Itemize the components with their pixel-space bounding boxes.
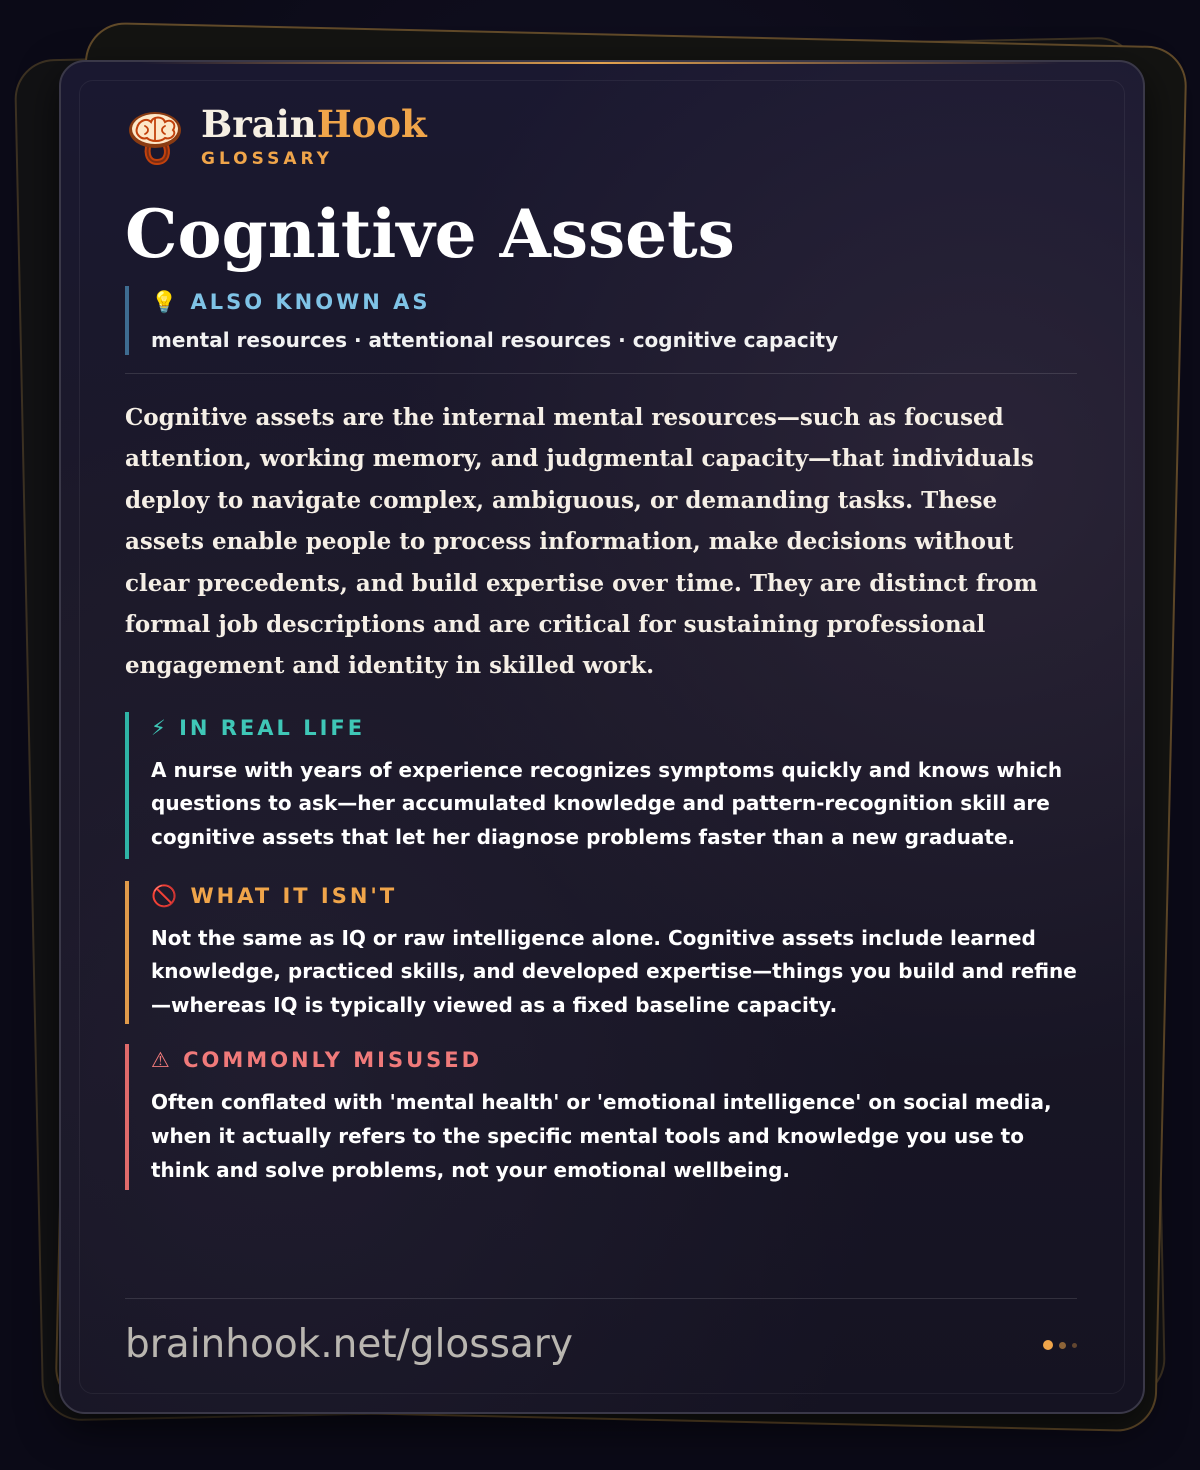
in-real-life-label-text: IN REAL LIFE — [179, 715, 366, 740]
brain-hook-logo-icon — [125, 106, 185, 166]
in-real-life-text: A nurse with years of experience recognizes symptoms quickly and knows which questions to ask—her accumulated knowledge and pattern-recognition skill are cognitive assets that let her diagnose problems faster than a new graduate. — [151, 757, 1063, 850]
in-real-life-label — [151, 714, 1077, 742]
commonly-misused-label-text: COMMONLY MISUSED — [183, 1048, 483, 1073]
brand-name-part1: Brain — [201, 102, 317, 146]
in-real-life-callout — [125, 712, 1077, 859]
card-accent-line — [141, 62, 1061, 64]
dot-indicator — [1072, 1343, 1077, 1348]
lightbulb-icon: 💡 — [151, 290, 181, 314]
footer-divider — [125, 1298, 1077, 1299]
pagination-dots — [1043, 1340, 1077, 1350]
what-it-isnt-callout — [125, 881, 1077, 1025]
dot-indicator-active — [1043, 1340, 1053, 1350]
also-known-as-section — [125, 286, 1077, 355]
footer-row — [125, 1319, 1077, 1371]
lightning-icon: ⚡ — [151, 715, 169, 740]
brand-header — [125, 100, 1077, 172]
also-known-as-label-text: ALSO KNOWN AS — [190, 290, 431, 314]
commonly-misused-text: Often conflated with 'mental health' or 'emotional intelligence' on social media, when it actually refers to the specific mental tools and knowledge you use to think and solve problems, not your emotional wellbeing. — [151, 1090, 1052, 1182]
commonly-misused-label — [151, 1046, 1077, 1074]
dot-indicator — [1059, 1342, 1066, 1349]
footer-url: brainhook.net/glossary — [125, 1322, 573, 1367]
card-content — [125, 100, 1077, 1190]
also-known-as-values: mental resources · attentional resources · cognitive capacity — [151, 328, 839, 352]
card-footer — [125, 1298, 1077, 1371]
warning-icon: ⚠ — [151, 1048, 173, 1073]
brand-subtitle: GLOSSARY — [201, 149, 333, 169]
term-title: Cognitive Assets — [125, 195, 735, 273]
what-it-isnt-text: Not the same as IQ or raw intelligence alone. Cognitive assets include learned knowledge, practiced skills, and developed expertise—things you build and refine—whereas IQ is typically viewed as a fixed baseline capacity. — [151, 925, 1077, 1017]
brand-name — [201, 103, 427, 145]
brand-text — [201, 103, 427, 169]
brand-name-part2: Hook — [316, 102, 427, 146]
what-it-isnt-label — [151, 882, 1077, 910]
no-entry-icon: 🚫 — [151, 883, 181, 908]
what-it-isnt-label-text: WHAT IT ISN'T — [190, 883, 398, 908]
section-divider — [125, 373, 1077, 374]
glossary-card — [59, 60, 1145, 1414]
also-known-as-label — [151, 288, 1077, 316]
commonly-misused-callout — [125, 1044, 1077, 1190]
term-definition: Cognitive assets are the internal mental resources—such as focused attention, working memory, and judgmental capacity—that individuals deploy to navigate complex, ambiguous, or demanding tasks. These assets enable people to process information, make decisions without clear precedents, and build expertise over time. They are distinct from formal job descriptions and are critical for sustaining professional engagement and identity in skilled work. — [125, 404, 1038, 680]
